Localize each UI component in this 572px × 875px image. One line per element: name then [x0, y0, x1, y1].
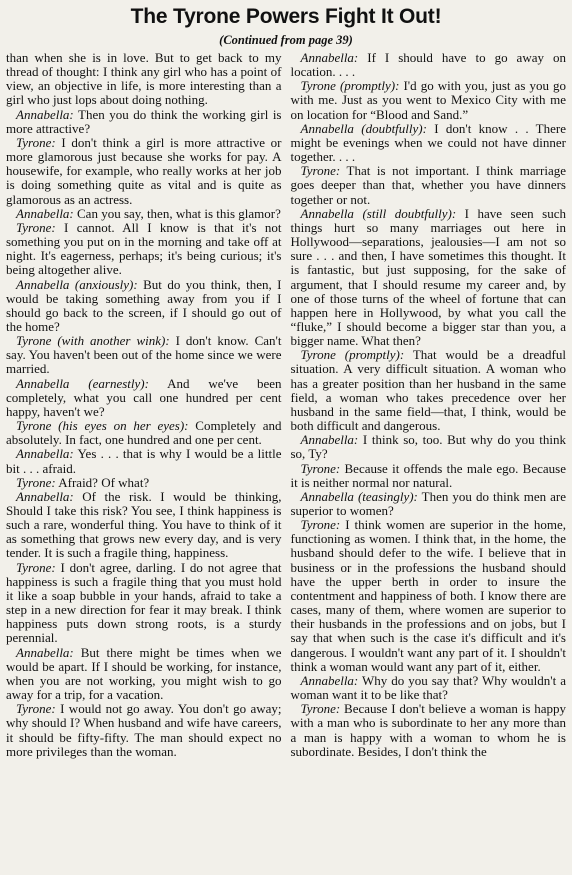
- paragraph-text: And we've been completely, what you call one hundred per cent happy, haven't we?: [6, 375, 282, 419]
- paragraph-text: Because it offends the male ego. Because it is neither normal nor natural.: [290, 460, 566, 490]
- paragraph-text: Why do you say that? Why wouldn't a woman want it to be like that?: [290, 672, 566, 703]
- speaker-name: Tyrone:: [300, 701, 341, 717]
- stage-direction: (doubtfully):: [353, 120, 427, 136]
- paragraph-text: Can you say, then, what is this glamor?: [73, 205, 281, 221]
- speaker-name: Annabella:: [16, 205, 74, 221]
- paragraph: [291, 122, 567, 164]
- paragraph: [6, 377, 282, 419]
- speaker-name: Annabella: [300, 205, 354, 221]
- paragraph-text: I'd go with you, just as you go with me. Just as you went to Mexico City with me on location for “Blood and Sand.”: [290, 78, 566, 122]
- paragraph: [6, 51, 282, 108]
- right-column: [291, 51, 567, 759]
- paragraph-text: Of the risk. I would be thinking, Should I take this risk? You see, I think happiness is such a rare, wonderful thing. You have to think of it as something that grows new every day, and is very tender. It is such a fragile thing, happiness.: [6, 488, 282, 561]
- paragraph-text: I would not go away. You don't go away; why should I? When husband and wife have careers, it should be fifty-fifty. The man should expect no more privileges than the woman.: [6, 701, 282, 759]
- stage-direction: (promptly):: [335, 78, 400, 94]
- speaker-name: Annabella:: [300, 672, 359, 688]
- paragraph: [6, 221, 282, 278]
- speaker-name: Annabella:: [300, 432, 359, 448]
- stage-direction: (with another wink):: [51, 333, 170, 349]
- paragraph-text: But there might be times when we would be apart. If I should be working, for instance, when you are not working, you might wish to go away for a trip, for a vacation.: [6, 644, 282, 703]
- speaker-name: Tyrone:: [300, 460, 341, 476]
- speaker-name: Tyrone: [16, 333, 52, 349]
- stage-direction: (his eyes on her eyes):: [51, 418, 189, 434]
- paragraph-text: I don't think a girl is more attractive or more glamorous just because she works for pay. A housewife, for example, who really works at her job is doing something quite as vital and is quite as glamorous as an actress.: [6, 134, 282, 207]
- paragraph-text: Then you do think men are superior to women?: [290, 488, 567, 518]
- speaker-name: Tyrone:: [16, 134, 56, 150]
- article-title: The Tyrone Powers Fight It Out!: [130, 5, 442, 28]
- paragraph-text: That is not important. I think marriage goes deeper than that, whether you have dinners together or not.: [290, 163, 566, 207]
- speaker-name: Annabella:: [16, 488, 74, 504]
- paragraph: [291, 207, 567, 349]
- speaker-name: Annabella:: [16, 644, 74, 660]
- paragraph: [6, 476, 282, 490]
- article-body: [6, 51, 566, 759]
- paragraph: [6, 207, 282, 221]
- paragraph-text: Because I don't believe a woman is happy with a man who is subordinate to her any more than a man is happy with a woman to whom he is subordinate. Besides, I don't think the: [290, 701, 566, 759]
- speaker-name: Annabella:: [16, 106, 74, 122]
- paragraph: [6, 561, 282, 646]
- paragraph: [6, 646, 282, 703]
- paragraph: [6, 702, 282, 759]
- speaker-name: Tyrone:: [16, 559, 56, 575]
- paragraph: [291, 433, 567, 461]
- paragraph: [291, 348, 567, 433]
- paragraph-text: I cannot. All I know is that it's not something you put on in the morning and take off at night. It's eagerness, perhaps; it's being curious; it's being altogether alive.: [6, 219, 282, 278]
- speaker-name: Annabella: [16, 276, 70, 292]
- paragraph-text: If I should have to go away on location. . . .: [290, 50, 566, 80]
- stage-direction: (teasingly):: [353, 488, 418, 504]
- speaker-name: Tyrone: [300, 78, 336, 94]
- speaker-name: Annabella:: [16, 446, 74, 462]
- paragraph: [291, 462, 567, 490]
- speaker-name: Tyrone: [300, 347, 336, 363]
- speaker-name: Tyrone:: [16, 219, 56, 235]
- speaker-name: Annabella:: [300, 50, 359, 65]
- paragraph-text: That would be a dreadful situation. A very difficult situation. A woman who has a greater position than her husband in the same field, a woman who takes precedence over her husband in the same field—that, I think, would be both difficult and dangerous.: [290, 347, 566, 434]
- paragraph: [291, 674, 567, 702]
- paragraph: [291, 79, 567, 121]
- paragraph-text: But do you think, then, I would be taking something away from you if I should go back to the screen, if I should go out of the home?: [6, 276, 282, 334]
- paragraph-text: Afraid? Of what?: [55, 474, 150, 490]
- paragraph-text: I think so, too. But why do you think so, Ty?: [290, 432, 566, 462]
- speaker-name: Tyrone:: [16, 701, 56, 717]
- speaker-name: Tyrone: [16, 418, 52, 434]
- speaker-name: Tyrone:: [300, 163, 341, 179]
- paragraph: [6, 419, 282, 447]
- paragraph: [291, 518, 567, 674]
- paragraph-text: I have seen such things hurt so many marriages out here in Hollywood—separations, jealousies—I am not so sure . . . and then, I have sometimes this thought. It is fantastic, but just supposing, for the sake of argument, that I should resume my career and, by one of those turns of the wheel of fortune that can happen here in Hollywood, by what you call the “fluke,” I should become a bigger star than you, a bigger name. What then?: [290, 205, 566, 349]
- paragraph: [6, 108, 282, 136]
- speaker-name: Tyrone:: [300, 517, 341, 533]
- paragraph: [6, 278, 282, 335]
- paragraph: [6, 334, 282, 376]
- speaker-name: Annabella: [16, 375, 70, 391]
- stage-direction: (still doubtfully):: [353, 205, 457, 221]
- paragraph-text: Yes . . . that is why I would be a little bit . . . afraid.: [6, 446, 282, 476]
- speaker-name: Annabella: [300, 488, 354, 504]
- paragraph-text: than when she is in love. But to get back to my thread of thought: I think any girl who has a point of view, an objective in life, is more interesting than a girl who just lops about doing nothing.: [6, 50, 282, 108]
- stage-direction: (anxiously):: [69, 276, 138, 292]
- paragraph: [291, 702, 567, 759]
- stage-direction: (earnestly):: [69, 375, 149, 391]
- speaker-name: Annabella: [300, 120, 354, 136]
- paragraph: [6, 136, 282, 207]
- paragraph-text: I don't agree, darling. I do not agree that happiness is such a fragile thing that you must hold it like a soap bubble in your hands, afraid to take a step in a new direction for fear it may break. I think happiness puts down strong roots, is a sturdy perennial.: [6, 559, 282, 646]
- stage-direction: (promptly):: [335, 347, 405, 363]
- paragraph-text: Completely and absolutely. In fact, one hundred and one per cent.: [6, 418, 282, 448]
- paragraph: [291, 51, 567, 79]
- left-column: [6, 51, 282, 759]
- paragraph: [6, 490, 282, 561]
- paragraph-text: I don't know . . There might be evenings when we could not have dinner together. . . .: [290, 120, 566, 165]
- speaker-name: Tyrone:: [16, 474, 56, 490]
- paragraph-text: I think women are superior in the home, functioning as women. I think that, in the home, the husband should defer to the wife. I believe that in business or in the professions the husband should have the upper berth in order to insure the contentment and happiness of both. I know there are cases, many of them, where women are superior to their husbands in the professions and on jobs, but I say that when such is the case it's difficult and it's dangerous. I wouldn't want any part of it. I shouldn't think a woman would want any part of it, either.: [290, 517, 566, 674]
- continued-note: (Continued from page 39): [219, 33, 353, 47]
- paragraph-text: I don't know. Can't say. You haven't been out of the home since we were married.: [6, 333, 282, 377]
- paragraph: [291, 490, 567, 518]
- paragraph: [6, 447, 282, 475]
- paragraph: [291, 164, 567, 206]
- paragraph-text: Then you do think the working girl is more attractive?: [6, 106, 282, 136]
